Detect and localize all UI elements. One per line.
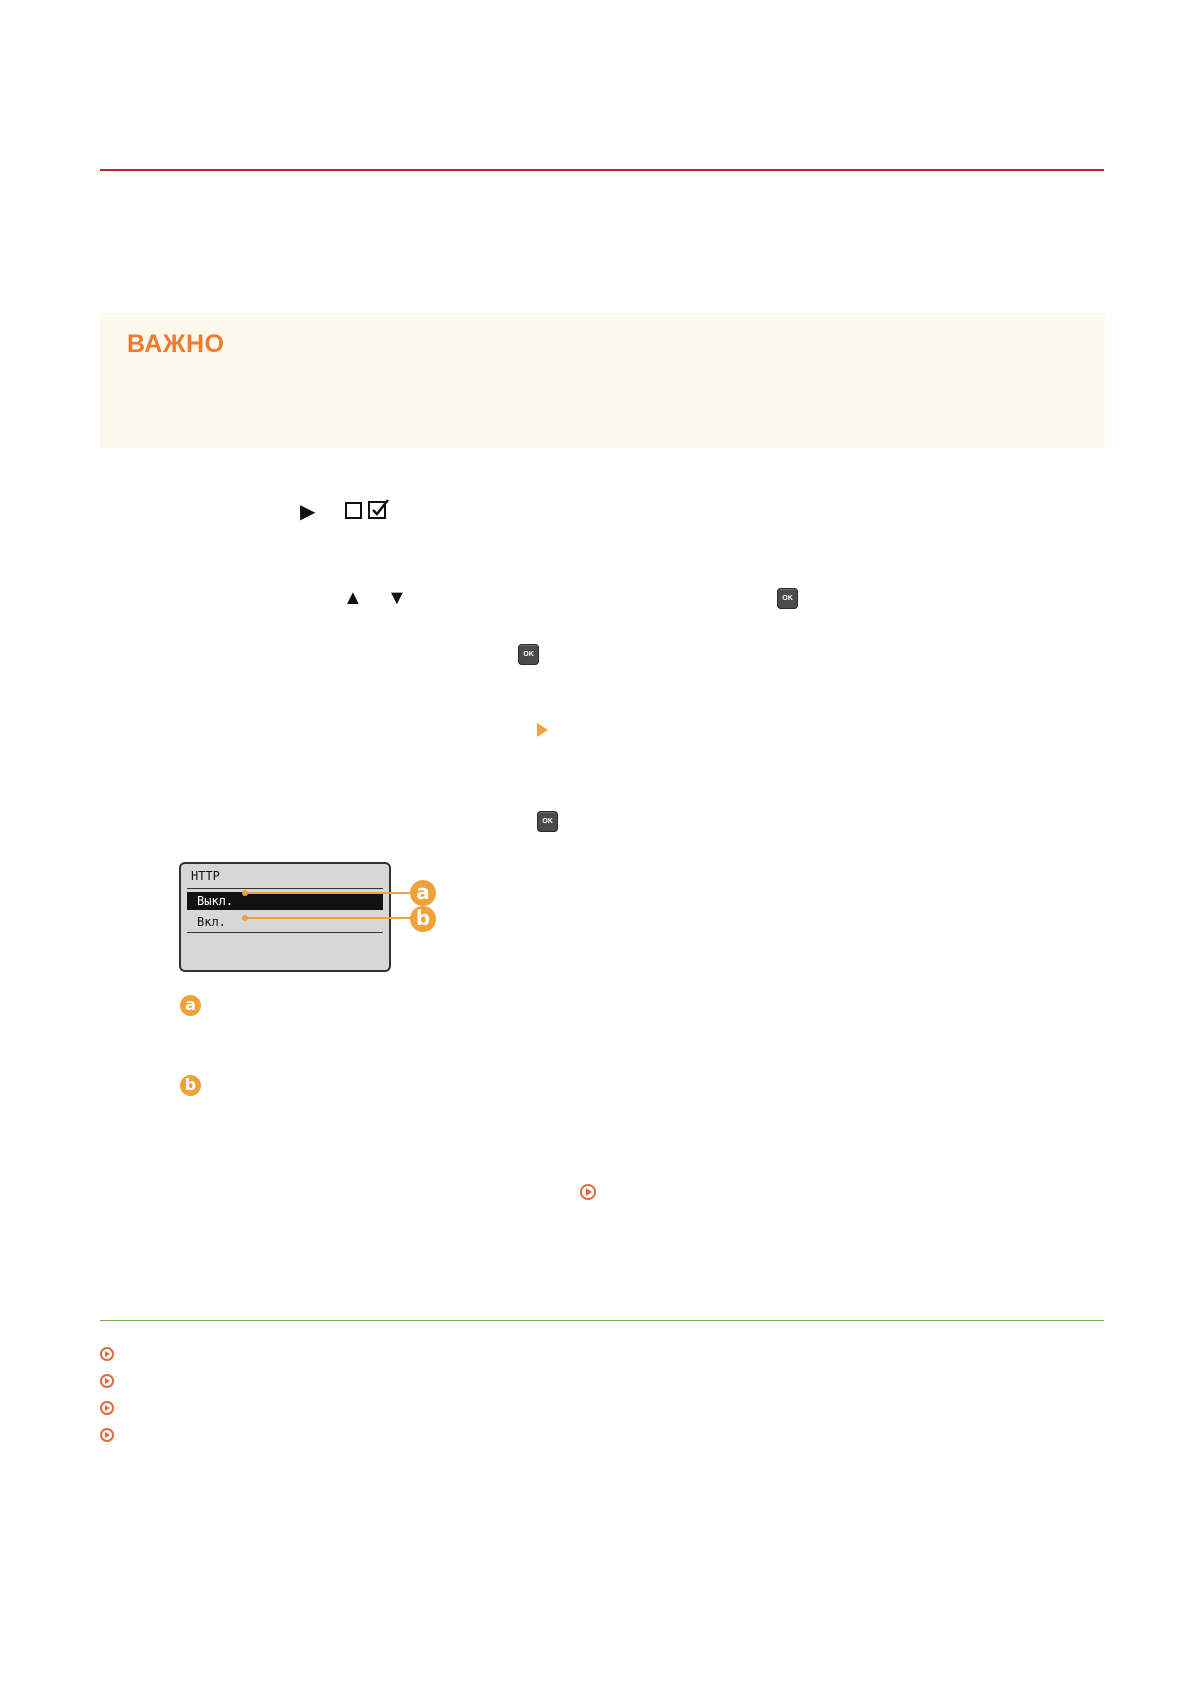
header-divider: [100, 169, 1104, 171]
lcd-item-on: Вкл.: [197, 915, 226, 929]
arrow-down-icon: ▼: [387, 587, 407, 609]
ok-key-icon: OK: [518, 644, 539, 665]
menu-check-icon: [368, 498, 389, 519]
callout-line-a: [246, 892, 414, 894]
menu-checkbox-icon: [345, 502, 362, 519]
lcd-item-off: Выкл.: [197, 894, 234, 908]
lcd-title: HTTP: [191, 869, 220, 883]
callout-badge-a: a: [410, 880, 436, 906]
legend-badge-b: b: [180, 1075, 201, 1096]
arrow-up-icon: ▲: [343, 587, 363, 609]
play-triangle-icon: ▶: [300, 501, 316, 523]
callout-badge-b: b: [410, 906, 436, 932]
ok-key-icon: OK: [537, 811, 558, 832]
important-note-box: [100, 313, 1105, 448]
related-link-icon[interactable]: [100, 1428, 114, 1442]
related-link-icon[interactable]: [100, 1374, 114, 1388]
orange-arrow-icon: [537, 723, 548, 737]
ok-key-icon: OK: [777, 588, 798, 609]
related-link-icon[interactable]: [100, 1347, 114, 1361]
lcd-divider: [187, 888, 383, 889]
link-arrow-icon[interactable]: [580, 1184, 596, 1200]
lcd-divider: [187, 932, 383, 933]
related-link-icon[interactable]: [100, 1401, 114, 1415]
footer-divider: [100, 1320, 1104, 1321]
important-title: ВАЖНО: [127, 330, 225, 358]
callout-line-b: [246, 917, 414, 919]
legend-badge-a: a: [180, 995, 201, 1016]
